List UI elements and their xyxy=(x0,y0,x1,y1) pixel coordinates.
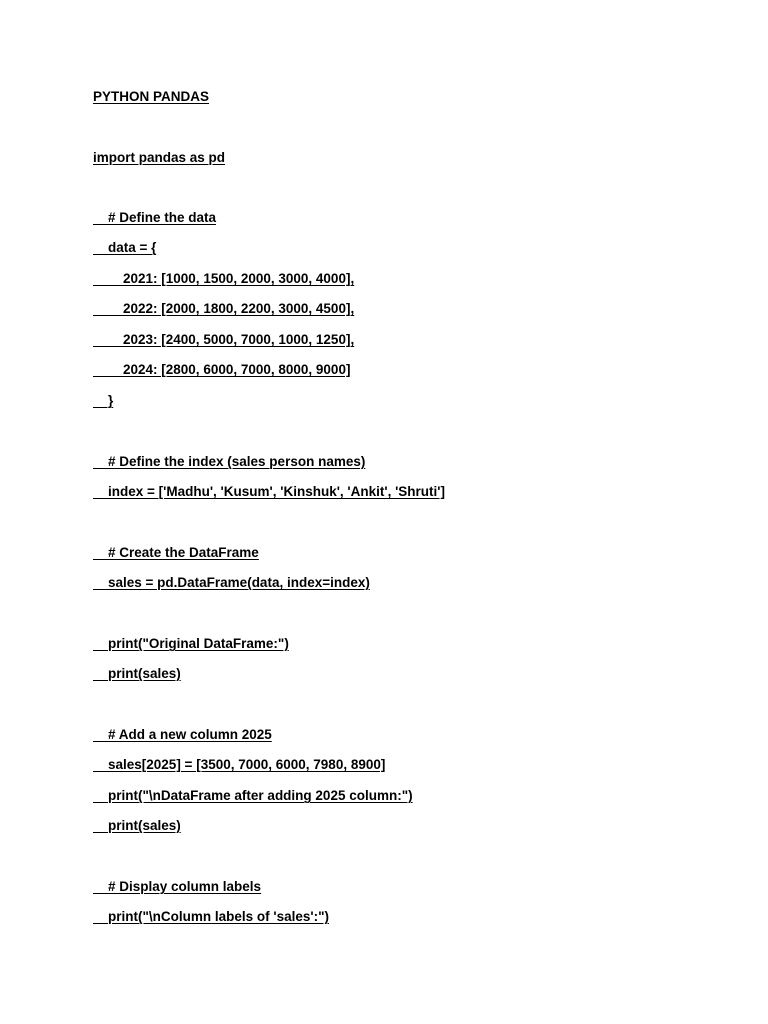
code-line-add-2025: sales[2025] = [3500, 7000, 6000, 7980, 8900] xyxy=(93,757,386,772)
code-line-print-sales-2: print(sales) xyxy=(93,818,181,833)
code-line-data-open: data = { xyxy=(93,240,157,255)
code-line-print-column-labels: print("\nColumn labels of 'sales':") xyxy=(93,909,329,924)
code-line-print-sales: print(sales) xyxy=(93,666,181,681)
code-comment-add-column: # Add a new column 2025 xyxy=(93,727,272,742)
code-line-print-after-adding: print("\nDataFrame after adding 2025 column:") xyxy=(93,788,413,803)
code-line-data-2022: 2022: [2000, 1800, 2200, 3000, 4500], xyxy=(93,301,355,316)
code-line-data-2023: 2023: [2400, 5000, 7000, 1000, 1250], xyxy=(93,332,355,347)
document-title: PYTHON PANDAS xyxy=(93,89,210,104)
code-comment-define-index: # Define the index (sales person names) xyxy=(93,454,366,469)
code-comment-display-labels: # Display column labels xyxy=(93,879,262,894)
code-line-data-2024: 2024: [2800, 6000, 7000, 8000, 9000] xyxy=(93,362,351,377)
code-comment-define-data: # Define the data xyxy=(93,210,217,225)
code-line-data-2021: 2021: [1000, 1500, 2000, 3000, 4000], xyxy=(93,271,355,286)
code-comment-create-dataframe: # Create the DataFrame xyxy=(93,545,259,560)
code-line-sales-dataframe: sales = pd.DataFrame(data, index=index) xyxy=(93,575,370,590)
code-line-index: index = ['Madhu', 'Kusum', 'Kinshuk', 'Ankit', 'Shruti'] xyxy=(93,484,445,499)
code-line-print-original-label: print("Original DataFrame:") xyxy=(93,636,289,651)
code-line-data-close: } xyxy=(93,393,114,408)
code-line-import: import pandas as pd xyxy=(93,150,226,165)
